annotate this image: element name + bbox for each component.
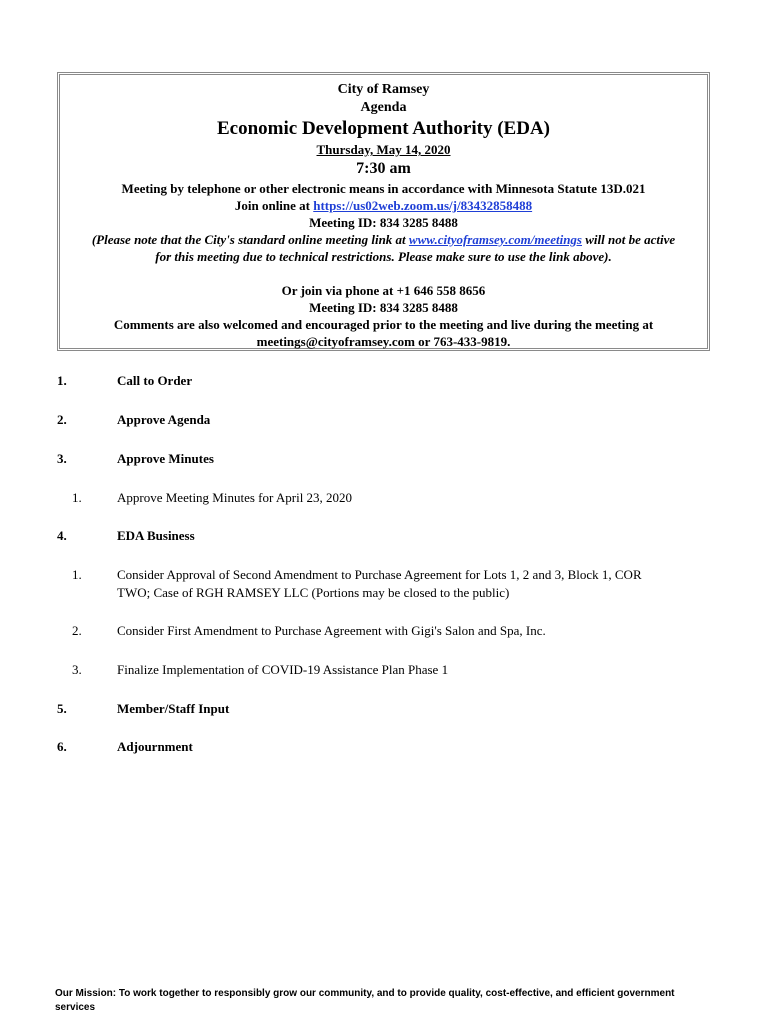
item-number: 2. <box>57 412 67 427</box>
item-number: 4. <box>57 528 67 543</box>
comments-line-1: Comments are also welcomed and encouraged prior to the meeting and live during the meeting at <box>113 317 654 332</box>
item-label: Adjournment <box>117 739 193 754</box>
note-line-2: for this meeting due to technical restrictions. Please make sure to use the link above). <box>155 249 612 264</box>
note-line-1 <box>60 231 707 248</box>
item-label: EDA Business <box>117 528 195 543</box>
subitem-label: Finalize Implementation of COVID-19 Assistance Plan Phase 1 <box>117 662 449 677</box>
note-suffix: will not be active <box>582 232 676 247</box>
subitem-number: 2. <box>72 623 82 638</box>
subitem-label-cont: TWO; Case of RGH RAMSEY LLC (Portions may be closed to the public) <box>117 585 510 600</box>
subitem-number: 1. <box>72 490 82 505</box>
zoom-link[interactable]: https://us02web.zoom.us/j/83432858488 <box>313 198 533 213</box>
item-label: Approve Minutes <box>117 451 214 466</box>
phone-join: Or join via phone at +1 646 558 8656 <box>281 283 486 298</box>
item-number: 6. <box>57 739 67 754</box>
meeting-time: 7:30 am <box>356 160 411 177</box>
page-title: Economic Development Authority (EDA) <box>217 118 550 139</box>
subitem-label: Approve Meeting Minutes for April 23, 2020 <box>117 490 353 505</box>
mission-statement: Our Mission: To work together to responsibly grow our community, and to provide quality, cost-effective, and efficient government services <box>55 988 675 1013</box>
item-label: Member/Staff Input <box>117 701 230 716</box>
subitem-label: Consider Approval of Second Amendment to Purchase Agreement for Lots 1, 2 and 3, Block 1, COR <box>117 567 642 582</box>
subitem-label: Consider First Amendment to Purchase Agreement with Gigi's Salon and Spa, Inc. <box>117 623 546 638</box>
comments-line-2: meetings@cityoframsey.com or 763-433-9819. <box>256 334 511 349</box>
meeting-id: Meeting ID: 834 3285 8488 <box>309 215 458 230</box>
item-label: Approve Agenda <box>117 412 211 427</box>
join-online <box>60 197 707 214</box>
meeting-date: Thursday, May 14, 2020 <box>316 142 451 157</box>
item-number: 1. <box>57 373 67 388</box>
item-label: Call to Order <box>117 373 193 388</box>
meeting-id-phone: Meeting ID: 834 3285 8488 <box>309 300 458 315</box>
agenda-header-box <box>57 72 710 351</box>
note-prefix: (Please note that the City's standard online meeting link at <box>91 232 409 247</box>
remote-notice: Meeting by telephone or other electronic means in accordance with Minnesota Statute 13D.021 <box>121 181 646 196</box>
item-number: 3. <box>57 451 67 466</box>
org-name: City of Ramsey <box>337 82 430 97</box>
doc-type: Agenda <box>360 100 407 115</box>
subitem-number: 1. <box>72 567 82 582</box>
subitem-number: 3. <box>72 662 82 677</box>
join-prefix: Join online at <box>234 198 314 213</box>
city-meetings-link[interactable]: www.cityoframsey.com/meetings <box>408 232 582 247</box>
item-number: 5. <box>57 701 67 716</box>
